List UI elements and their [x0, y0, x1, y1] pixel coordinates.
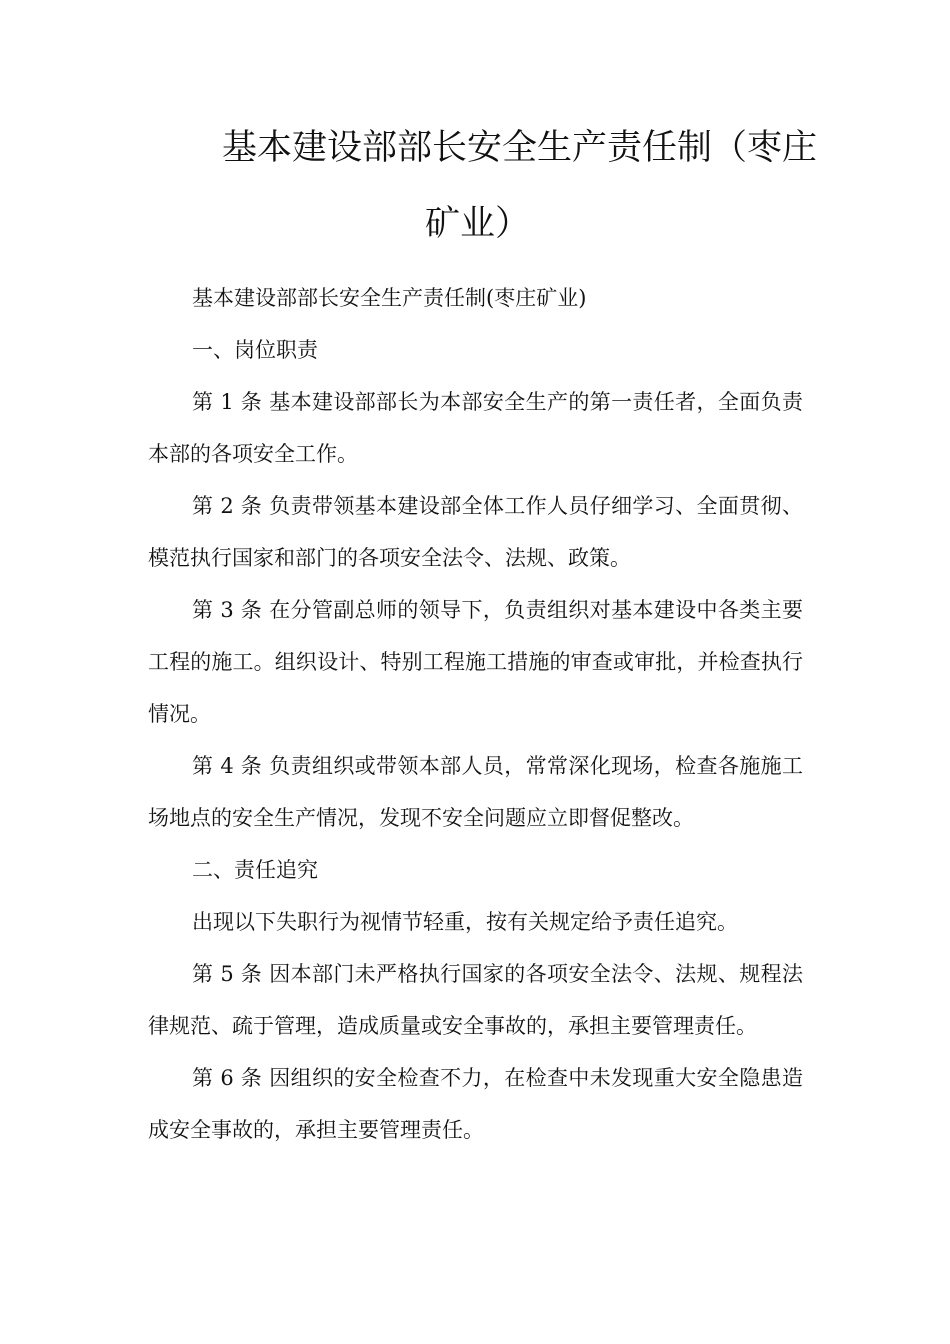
- article-4-paragraph: 第 4 条 负责组织或带领本部人员，常常深化现场，检查各施施工场地点的安全生产情况，发现不安全问题应立即督促整改。: [148, 754, 803, 830]
- section-heading-duties: 一、岗位职责: [192, 338, 318, 362]
- article-1-paragraph: 第 1 条 基本建设部部长为本部安全生产的第一责任者，全面负责本部的各项安全工作。: [148, 390, 803, 466]
- article-3-paragraph: 第 3 条 在分管副总师的领导下，负责组织对基本建设中各类主要工程的施工。组织设计、特别工程施工措施的审查或审批，并检查执行情况。: [148, 598, 803, 726]
- accountability-intro-paragraph: 出现以下失职行为视情节轻重，按有关规定给予责任追究。: [192, 910, 738, 934]
- document-title-line-2: 矿业）: [425, 204, 531, 244]
- article-6-paragraph: 第 6 条 因组织的安全检查不力，在检查中未发现重大安全隐患造成安全事故的，承担主要管理责任。: [148, 1066, 803, 1142]
- article-5-paragraph: 第 5 条 因本部门未严格执行国家的各项安全法令、法规、规程法律规范、疏于管理，造成质量或安全事故的，承担主要管理责任。: [148, 962, 803, 1038]
- subtitle-paragraph: 基本建设部部长安全生产责任制(枣庄矿业): [192, 286, 587, 310]
- section-heading-accountability: 二、责任追究: [192, 858, 318, 882]
- document-title-line-1: 基本建设部部长安全生产责任制（枣庄: [222, 128, 818, 168]
- article-2-paragraph: 第 2 条 负责带领基本建设部全体工作人员仔细学习、全面贯彻、模范执行国家和部门的各项安全法令、法规、政策。: [148, 494, 803, 570]
- document-body: [148, 272, 803, 1156]
